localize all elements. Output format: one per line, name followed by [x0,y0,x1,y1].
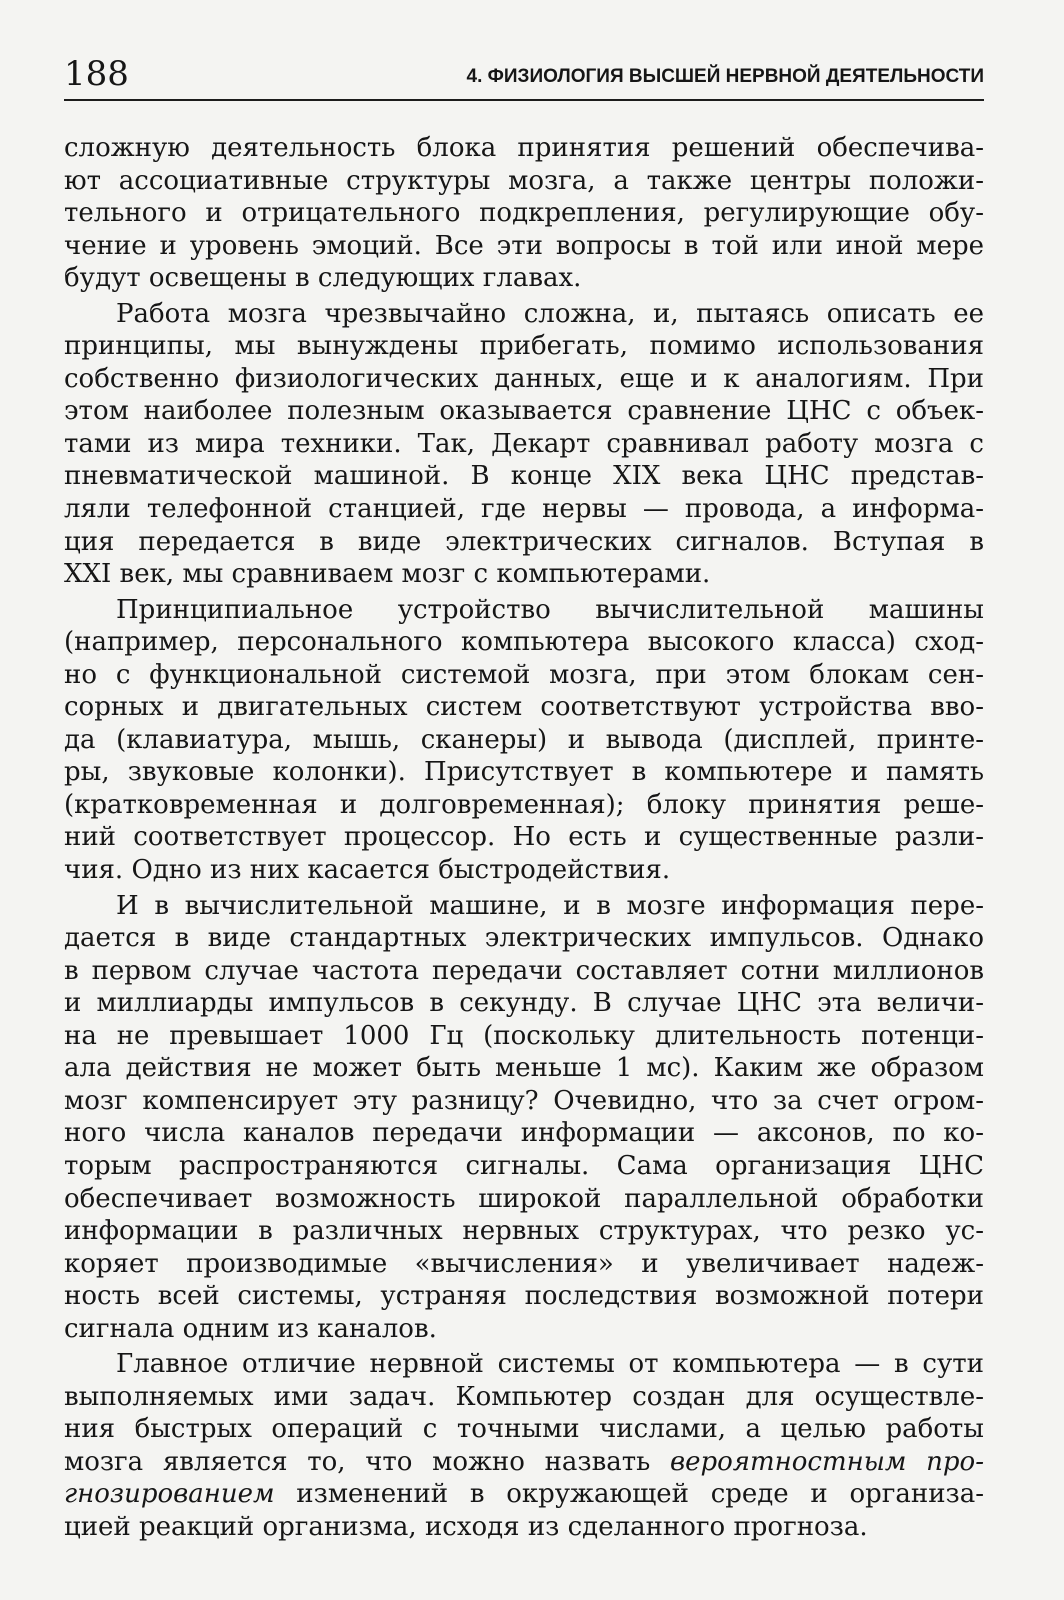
paragraph-line: обеспечивает возможность широкой параллельной обработки [64,1183,984,1214]
paragraph-line [64,1478,984,1511]
paragraph-line: на не превышает 1000 Гц (поскольку длительность потенци- [64,1020,984,1051]
paragraph-5 [64,1348,984,1543]
running-title: 4. ФИЗИОЛОГИЯ ВЫСШЕЙ НЕРВНОЙ ДЕЯТЕЛЬНОСТИ [466,66,984,87]
paragraph-line: чия. Одно из них касается быстродействия. [64,855,671,886]
paragraph-line: коряет производимые «вычисления» и увеличивает надеж- [64,1248,984,1279]
text-span: изменений в окружающей среде и организа- [274,1479,984,1510]
paragraph-line: ляли телефонной станцией, где нервы — провода, а информа- [64,494,984,525]
paragraph-line: информации в различных нервных структурах, что резко ус- [64,1216,984,1247]
paragraph-line: И в вычислительной машине, и в мозге информация пере- [116,890,984,921]
paragraph-line: цией реакций организма, исходя из сделанного прогноза. [64,1511,868,1542]
paragraph-line: принципы, мы вынуждены прибегать, помимо использования [64,331,984,362]
paragraph-line: и миллиарды импульсов в секунду. В случае ЦНС эта величи- [64,988,984,1019]
paragraph-line: (кратковременная и долговременная); блоку принятия реше- [64,789,984,820]
paragraph-line: ры, звуковые колонки). Присутствует в компьютере и память [64,757,984,788]
paragraph-line: (например, персонального компьютера высокого класса) сход- [64,627,984,658]
paragraph-2 [64,298,984,591]
paragraph-line: сложную деятельность блока принятия решений обеспечива- [64,133,984,163]
body-text [64,132,984,1544]
paragraph-line: Принципиальное устройство вычислительной машины [116,594,984,625]
text-span: мозга является то, что можно назвать [64,1446,670,1477]
paragraph-line: но с функциональной системой мозга, при этом блокам сен- [64,659,984,690]
paragraph-1 [64,132,984,295]
book-page [64,52,984,1542]
paragraph-line: сорных и двигательных систем соответствуют устройства вво- [64,692,984,723]
paragraph-line: собственно физиологических данных, еще и к аналогиям. При [64,363,984,394]
paragraph-line: этом наиболее полезным оказывается сравнение ЦНС с объек- [64,396,984,427]
page-number: 188 [64,54,129,94]
paragraph-line: пневматической машиной. В конце XIX века ЦНС представ- [64,461,984,492]
paragraph-line: тами из мира техники. Так, Декарт сравнивал работу мозга с [64,428,984,459]
paragraph-line: тельного и отрицательного подкрепления, регулирующие обу- [64,198,984,229]
header-rule [64,99,984,101]
paragraph-line: ний соответствует процессор. Но есть и существенные разли- [64,822,984,853]
paragraph-line: сигнала одним из каналов. [64,1313,437,1344]
paragraph-line: дается в виде стандартных электрических импульсов. Однако [64,923,984,954]
paragraph-line: ность всей системы, устраняя последствия возможной потери [64,1281,984,1312]
paragraph-line [64,1446,984,1479]
paragraph-line: ют ассоциативные структуры мозга, а также центры положи- [64,165,984,196]
paragraph-line: будут освещены в следующих главах. [64,263,582,294]
italic-term: вероятностным про- [669,1446,984,1477]
paragraph-line: Главное отличие нервной системы от компьютера — в сути [116,1349,984,1380]
paragraph-line: Работа мозга чрезвычайно сложна, и, пытаясь описать ее [116,298,984,329]
paragraph-line: выполняемых ими задач. Компьютер создан для осуществле- [64,1381,984,1412]
paragraph-3 [64,594,984,887]
paragraph-line: ция передается в виде электрических сигналов. Вступая в [64,526,984,557]
italic-term: гнозированием [64,1479,275,1510]
paragraph-line: ала действия не может быть меньше 1 мс). Каким же образом [64,1053,984,1084]
paragraph-line: XXI век, мы сравниваем мозг с компьютерами. [64,559,711,590]
paragraph-line: да (клавиатура, мышь, сканеры) и вывода (дисплей, принте- [64,724,984,755]
paragraph-line: торым распространяются сигналы. Сама организация ЦНС [64,1150,984,1181]
paragraph-4 [64,890,984,1346]
paragraph-line: в первом случае частота передачи составляет сотни миллионов [64,955,984,986]
paragraph-line: чение и уровень эмоций. Все эти вопросы в той или иной мере [64,230,984,261]
page-header [64,52,984,104]
paragraph-line: ния быстрых операций с точными числами, а целью работы [64,1414,984,1445]
paragraph-line: мозг компенсирует эту разницу? Очевидно, что за счет огром- [64,1085,984,1116]
paragraph-line: ного числа каналов передачи информации — аксонов, по ко- [64,1118,984,1149]
